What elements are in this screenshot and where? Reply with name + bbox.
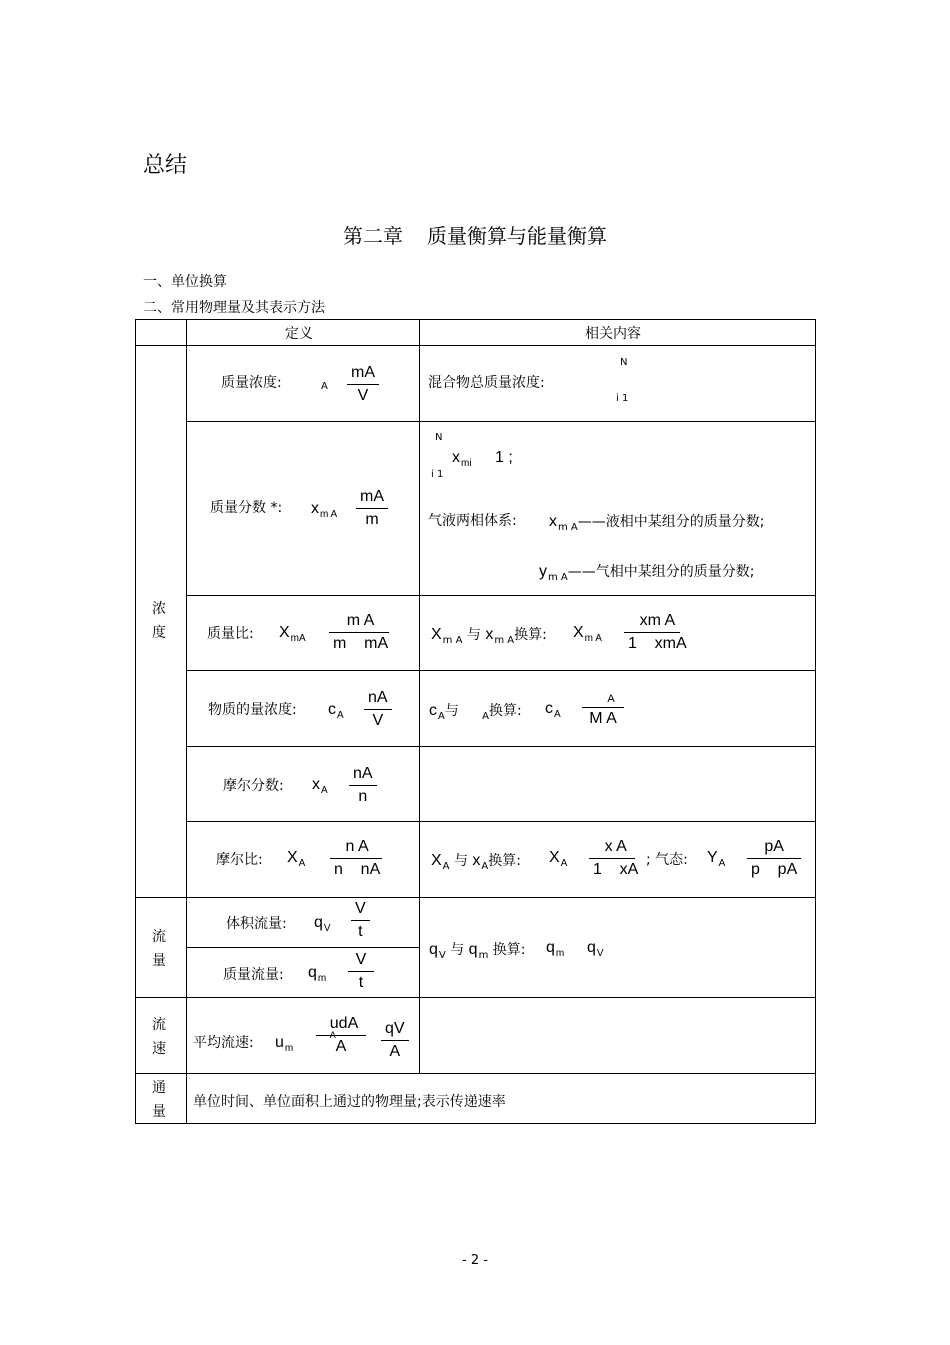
table-rule xyxy=(419,319,420,1074)
integral-subscript: A xyxy=(329,1030,336,1040)
fraction-denominator: V xyxy=(372,712,384,729)
mass-conc-fraction xyxy=(347,364,379,405)
symbol: c xyxy=(429,702,437,719)
subscript: A xyxy=(482,711,489,722)
fraction-denominator: m mA xyxy=(333,635,389,652)
section-physical-quantities: 二、常用物理量及其表示方法 xyxy=(143,300,325,316)
table-rule xyxy=(135,345,816,346)
table-rule xyxy=(135,1073,816,1074)
fraction-numerator: nA xyxy=(368,689,388,706)
table-rule xyxy=(186,421,816,422)
conversion-word: 换算: xyxy=(488,853,521,869)
table-rule xyxy=(186,595,816,596)
subscript: A xyxy=(560,858,568,869)
mass-conc-lhs-sub: A xyxy=(321,381,328,392)
numerator-text: udA xyxy=(329,1015,359,1032)
fraction-numerator: xm A xyxy=(639,612,676,629)
mole-ratio-lhs xyxy=(287,849,305,867)
fraction-denominator: n nA xyxy=(334,861,381,878)
symbol: q xyxy=(587,939,596,956)
fraction-denominator: V xyxy=(357,387,369,404)
symbol: q xyxy=(468,941,478,958)
table-rule xyxy=(186,319,187,1124)
chapter-title xyxy=(0,220,950,249)
molar-conc-conv-fraction xyxy=(582,693,624,728)
description: ——液相中某组分的质量分数; xyxy=(577,514,765,530)
subscript: m A xyxy=(442,635,463,646)
avg-velocity-fraction-flow xyxy=(381,1020,409,1061)
subscript: A xyxy=(554,709,561,720)
sum-lower-limit: i 1 xyxy=(616,393,629,404)
symbol: X xyxy=(431,852,442,869)
symbol: q xyxy=(314,914,323,931)
symbol: q xyxy=(546,939,555,956)
chapter-number: 第二章 xyxy=(343,224,403,248)
fraction-denominator: 1 xmA xyxy=(628,635,687,652)
mass-ratio-lhs xyxy=(279,624,306,642)
vol-flow-fraction xyxy=(351,900,370,941)
conversion-word: 换算: xyxy=(488,703,522,719)
symbol: x xyxy=(452,449,460,466)
symbol: q xyxy=(429,941,438,958)
fraction-numerator: x A xyxy=(604,838,627,855)
gas-state-fraction xyxy=(747,838,801,879)
mole-ratio-conv-lhs xyxy=(549,849,567,867)
mass-frac-lhs xyxy=(311,500,337,518)
mole-ratio-conversion xyxy=(431,850,521,870)
subscript: mA xyxy=(290,633,306,644)
symbol: X xyxy=(573,624,584,641)
mass-frac-sum-term xyxy=(452,449,472,467)
fraction-denominator: A xyxy=(335,1038,347,1055)
symbol: x xyxy=(312,776,320,793)
subscript: mi xyxy=(461,458,472,469)
subscript: V xyxy=(596,948,604,959)
fraction-numerator: V xyxy=(355,900,366,917)
subscript: A xyxy=(438,711,445,722)
fraction-denominator: m xyxy=(365,511,379,528)
mass-frac-fraction xyxy=(356,488,388,529)
mixture-mass-conc-label: 混合物总质量浓度: xyxy=(428,375,545,391)
gas-state-lhs xyxy=(707,849,725,867)
header-definition: 定义 xyxy=(285,326,313,342)
subscript: V xyxy=(438,950,446,961)
symbol: x xyxy=(485,626,494,643)
conjunction: 与 xyxy=(453,853,468,869)
subscript: m A xyxy=(320,509,338,520)
two-phase-system-label: 气液两相体系: xyxy=(428,513,517,529)
mass-ratio-conv-lhs xyxy=(573,624,602,642)
subscript: V xyxy=(323,923,331,934)
symbol: X xyxy=(549,849,560,866)
molar-conc-lhs xyxy=(328,701,344,719)
symbol: c xyxy=(328,701,336,718)
table-rule xyxy=(186,821,816,822)
fraction-numerator: qV xyxy=(385,1020,405,1037)
sum-upper-limit: N xyxy=(620,357,628,368)
subscript: m A xyxy=(494,635,515,646)
fraction-numerator xyxy=(320,1015,362,1040)
group-label: 浓度 xyxy=(152,601,166,641)
fraction-numerator: mA xyxy=(351,364,375,381)
liquid-phase-mass-fraction xyxy=(549,511,764,531)
conjunction: 与 xyxy=(466,627,481,643)
group-velocity xyxy=(151,1013,167,1061)
subscript: m xyxy=(317,973,327,984)
symbol: X xyxy=(431,626,442,643)
symbol: X xyxy=(279,624,290,641)
page-heading: 总结 xyxy=(143,153,188,178)
vol-flow-label: 体积流量: xyxy=(226,916,287,932)
symbol: y xyxy=(539,563,547,580)
fraction-denominator: t xyxy=(358,974,364,991)
fraction-numerator: mA xyxy=(360,488,384,505)
table-border-right xyxy=(815,319,816,1124)
conversion-word: 换算: xyxy=(492,942,526,958)
subscript: A xyxy=(337,710,344,721)
mass-conc-label: 质量浓度: xyxy=(221,375,282,391)
subscript: A xyxy=(718,858,726,869)
conversion-word: 换算: xyxy=(514,627,547,643)
fraction-denominator: t xyxy=(358,923,363,940)
table-border-bottom xyxy=(135,1123,816,1124)
fraction-numerator: pA xyxy=(764,838,784,855)
subscript: m A xyxy=(558,522,578,533)
symbol: x xyxy=(549,513,557,530)
mass-ratio-fraction xyxy=(329,612,392,653)
page-number: - 2 - xyxy=(462,1253,488,1268)
subscript: m A xyxy=(584,633,602,644)
flow-conv-lhs xyxy=(546,939,564,957)
sum-lower-limit: i 1 xyxy=(431,469,444,480)
symbol: u xyxy=(275,1034,284,1051)
sum-upper-limit: N xyxy=(435,432,443,443)
fraction-numerator: n A xyxy=(345,838,369,855)
mass-ratio-label: 质量比: xyxy=(207,626,254,642)
symbol: X xyxy=(287,849,298,866)
symbol: Y xyxy=(707,849,718,866)
table-rule xyxy=(186,670,816,671)
group-flux xyxy=(151,1076,167,1124)
subscript: A xyxy=(442,861,450,872)
conjunction: 与 xyxy=(444,703,459,719)
subscript: A xyxy=(298,858,306,869)
group-label: 流量 xyxy=(152,929,166,969)
mass-frac-label: 质量分数 *: xyxy=(210,500,283,516)
mass-flow-label: 质量流量: xyxy=(223,967,284,983)
fraction-denominator: p pA xyxy=(751,861,798,878)
section-unit-conversion: 一、单位换算 xyxy=(143,274,227,290)
fraction-denominator: 1 xA xyxy=(593,861,639,878)
fraction-numerator: m A xyxy=(346,612,375,629)
mole-frac-fraction xyxy=(349,765,377,806)
subscript: m xyxy=(555,948,565,959)
flow-conversion xyxy=(429,939,525,959)
mass-ratio-conversion xyxy=(431,624,547,644)
mole-frac-label: 摩尔分数: xyxy=(223,778,284,794)
molar-conc-label: 物质的量浓度: xyxy=(208,702,297,718)
fraction-denominator: A xyxy=(389,1043,401,1060)
mole-ratio-label: 摩尔比: xyxy=(216,852,263,868)
table-border-left xyxy=(135,319,136,1124)
vol-flow-lhs xyxy=(314,914,331,932)
table-rule xyxy=(135,997,816,998)
subscript: A xyxy=(481,861,489,872)
group-flow xyxy=(151,925,167,973)
avg-velocity-lhs xyxy=(275,1034,293,1052)
avg-velocity-label: 平均流速: xyxy=(193,1035,254,1051)
header-related: 相关内容 xyxy=(585,326,641,342)
fraction-numerator: nA xyxy=(353,765,373,782)
symbol: c xyxy=(545,700,553,717)
symbol: x xyxy=(311,500,319,517)
conjunction: 与 xyxy=(450,942,465,958)
flow-conv-rhs xyxy=(587,939,604,957)
group-label: 流速 xyxy=(152,1017,166,1057)
description: ——气相中某组分的质量分数; xyxy=(567,564,755,580)
table-rule xyxy=(135,897,816,898)
mass-ratio-conv-fraction xyxy=(624,612,691,653)
mass-flow-fraction xyxy=(348,951,374,992)
molar-conc-conversion xyxy=(429,700,522,720)
fraction-numerator: V xyxy=(355,951,367,968)
subscript: A xyxy=(321,785,328,796)
fraction-numerator: A xyxy=(607,693,615,705)
symbol: q xyxy=(308,964,317,981)
mole-frac-lhs xyxy=(312,776,328,794)
molar-conc-fraction xyxy=(364,689,392,730)
gas-phase-mass-fraction xyxy=(539,561,754,581)
mole-ratio-fraction xyxy=(330,838,384,879)
fraction-denominator: M A xyxy=(589,710,617,727)
chapter-name: 质量衡算与能量衡算 xyxy=(427,224,607,248)
table-border-top xyxy=(135,319,816,320)
table-rule xyxy=(186,947,419,948)
subscript: m A xyxy=(548,572,568,583)
gas-state-label: ; 气态: xyxy=(646,852,688,868)
flux-definition: 单位时间、单位面积上通过的物理量;表示传递速率 xyxy=(193,1094,506,1110)
molar-conc-conv-lhs xyxy=(545,700,561,718)
mass-frac-sum-equals: 1 ; xyxy=(495,449,513,466)
symbol: x xyxy=(472,852,481,869)
fraction-denominator: n xyxy=(358,788,368,805)
group-label: 通量 xyxy=(152,1080,166,1120)
mass-flow-lhs xyxy=(308,964,326,982)
subscript: m xyxy=(478,950,489,961)
mole-ratio-conv-fraction xyxy=(589,838,642,879)
avg-velocity-fraction-integral xyxy=(316,1015,366,1056)
subscript: m xyxy=(284,1043,294,1054)
table-rule xyxy=(186,746,816,747)
group-concentration xyxy=(151,597,167,645)
